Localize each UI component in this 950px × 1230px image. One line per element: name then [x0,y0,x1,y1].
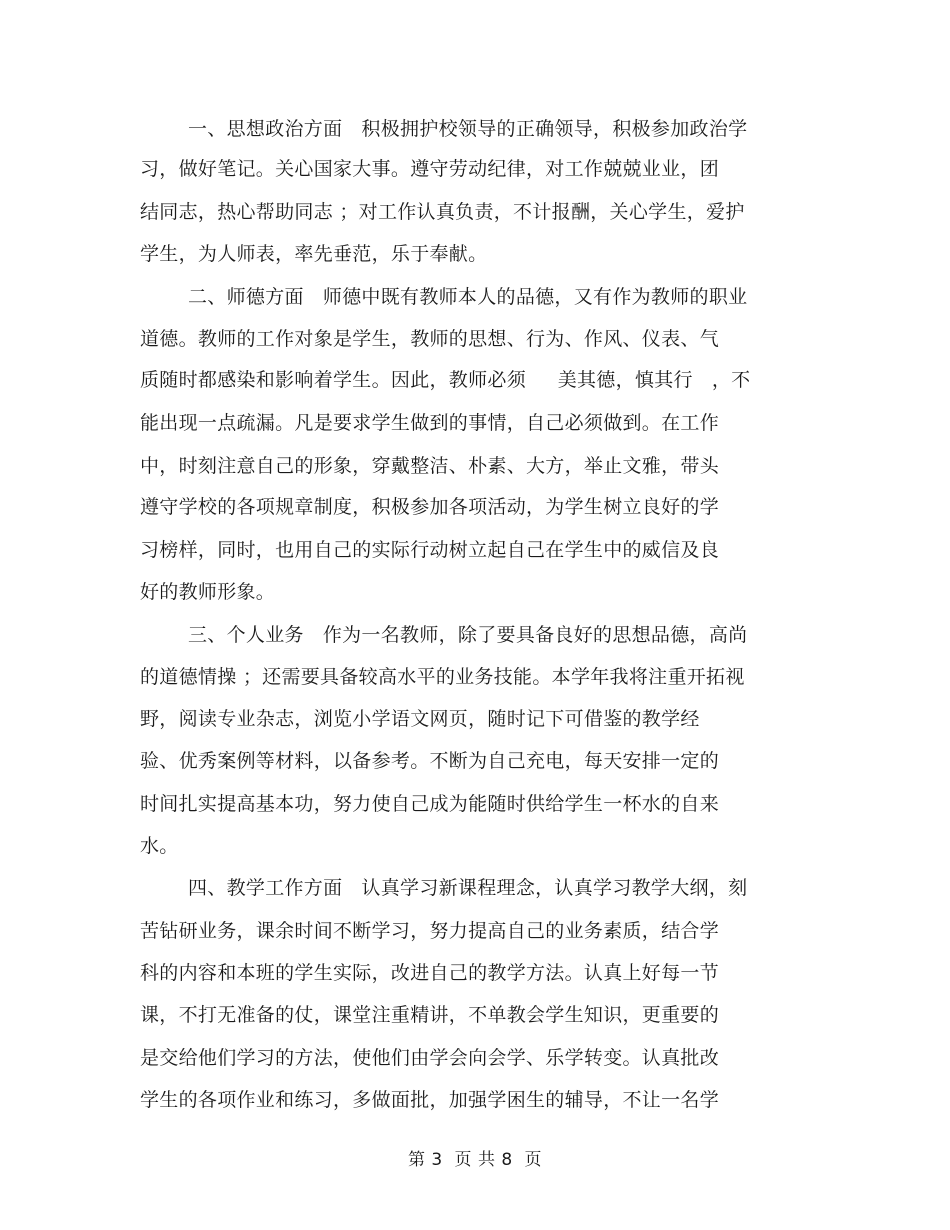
paragraph-line: 的道德情操 ；还需要具备较高水平的业务技能。本学年我将注重开拓视 [140,666,745,688]
paragraph-line: 中，时刻注意自己的形象，穿戴整洁、朴素、大方，举止文雅，带头 [140,455,720,477]
paragraph-line: 习，做好笔记。关心国家大事。遵守劳动纪律，对工作兢兢业业，团 [140,158,720,180]
paragraph-line: 科的内容和本班的学生实际，改进自己的教学方法。认真上好每一节 [140,962,720,984]
paragraph-line: 好的教师形象。 [140,581,276,603]
paragraph-line: 一、思想政治方面 积极拥护校领导的正确领导，积极参加政治学 [188,118,748,140]
paragraph-line: 时间扎实提高基本功，努力使自己成为能随时供给学生一杯水的自来 [140,793,720,815]
paragraph-line: 道德。教师的工作对象是学生，教师的思想、行为、作风、仪表、气 [140,328,720,350]
paragraph-line: 习榜样，同时，也用自己的实际行动树立起自己在学生中的威信及良 [140,539,720,561]
page-number-footer: 第 3 页 共 8 页 [408,1150,542,1170]
paragraph-line: 能出现一点疏漏。凡是要求学生做到的事情，自己必须做到。在工作 [140,412,720,434]
paragraph-line: 四、教学工作方面 认真学习新课程理念，认真学习教学大纲，刻 [188,877,748,899]
paragraph-line: 水。 [140,835,179,857]
paragraph-line: 遵守学校的各项规章制度，积极参加各项活动，为学生树立良好的学 [140,496,720,518]
paragraph-line: 二、师德方面 师德中既有教师本人的品德，又有作为教师的职业 [188,286,748,308]
paragraph-line: 苦钻研业务，课余时间不断学习，努力提高自己的业务素质，结合学 [140,920,720,942]
paragraph-line: 三、个人业务 作为一名教师，除了要具备良好的思想品德，高尚 [188,624,748,646]
paragraph-line: 结同志，热心帮助同志 ；对工作认真负责，不计报酬，关心学生，爱护 [140,201,745,223]
paragraph-line: 课，不打无准备的仗，课堂注重精讲，不单教会学生知识，更重要的 [140,1004,720,1026]
paragraph-line: 质随时都感染和影响着学生。因此，教师必须 美其德，慎其行 ，不 [140,369,751,391]
paragraph-line: 野，阅读专业杂志，浏览小学语文网页，随时记下可借鉴的教学经 [140,708,700,730]
paragraph-line: 学生，为人师表，率先垂范，乐于奉献。 [140,243,488,265]
paragraph-line: 验、优秀案例等材料，以备参考。不断为自己充电，每天安排一定的 [140,750,720,772]
paragraph-line: 学生的各项作业和练习，多做面批，加强学困生的辅导，不让一名学 [140,1089,720,1111]
paragraph-line: 是交给他们学习的方法，使他们由学会向会学、乐学转变。认真批改 [140,1047,720,1069]
